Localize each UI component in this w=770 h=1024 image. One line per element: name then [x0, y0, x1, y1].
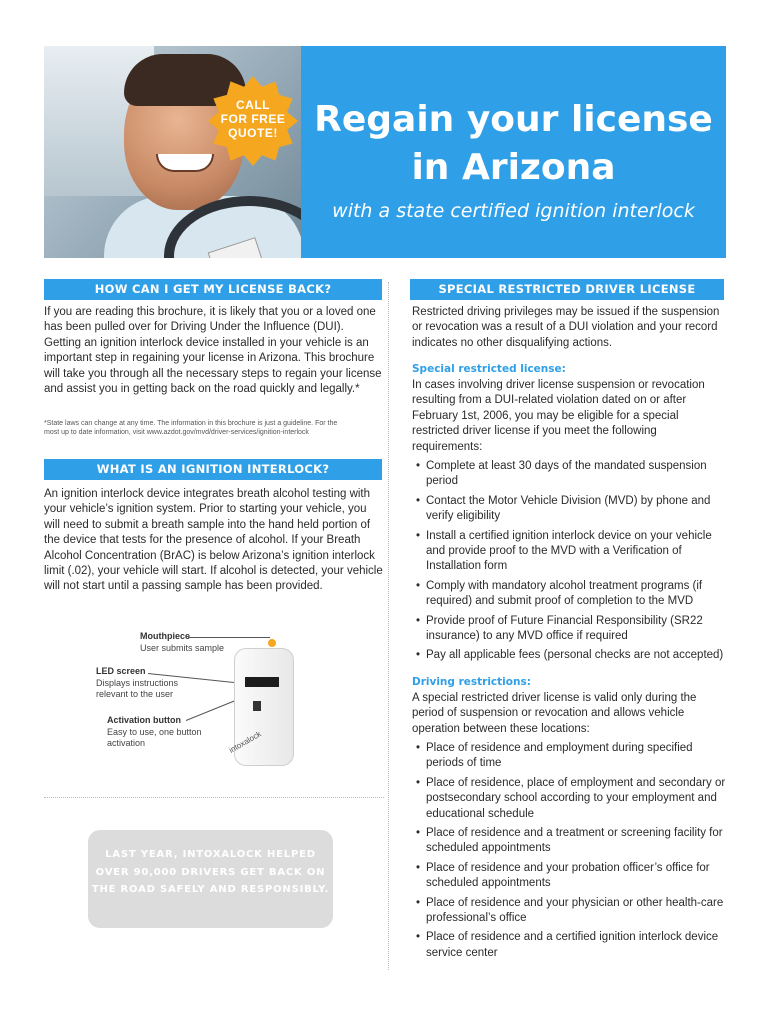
led-title: LED screen — [96, 666, 146, 676]
badge-line-1: CALL — [236, 98, 270, 112]
led-screen — [245, 677, 279, 687]
interlock-paragraph: An ignition interlock device integrates breath alcohol testing with your vehicle’s ignition system. Prior to starting your vehicle, you will need to submit a breath sample into the hand held portion of the device that tests for the presence of alcohol. If your Breath Alcohol Concentration (BrAC) is below Arizona’s ignition interlock limit (.02), your vehicle will start. If alcohol is detected, your vehicle will not start until a passing sample has been provided. — [44, 488, 383, 593]
section-heading-restricted: SPECIAL RESTRICTED DRIVER LICENSE — [410, 279, 724, 300]
list-item: • Install a certified ignition interlock device on your vehicle and provide proof to the MVD with a Verification of Installation form — [412, 529, 726, 575]
special-license-paragraph: In cases involving driver license suspension or revocation resulting from a DUI-related violation dated on or after February 1st, 2006, you may be eligible for a special restricted driver license if you meet the following requirements: — [412, 379, 705, 453]
callout-text: LAST YEAR, INTOXALOCK HELPED OVER 90,000 DRIVERS GET BACK ON THE ROAD SAFELY AND RESPONSIBLY. — [91, 849, 330, 895]
section-heading-interlock: WHAT IS AN IGNITION INTERLOCK? — [44, 459, 382, 480]
mouthpiece-dot — [268, 639, 276, 647]
list-item: • Place of residence and your physician or other health-care professional’s office — [412, 896, 726, 927]
list-item: • Complete at least 30 days of the mandated suspension period — [412, 459, 726, 490]
title-line-2: in Arizona — [411, 147, 616, 188]
subhead-driving-restrictions: Driving restrictions: — [412, 676, 531, 688]
mouthpiece-leader — [188, 637, 270, 638]
list-item: • Contact the Motor Vehicle Division (MVD) by phone and verify eligibility — [412, 494, 726, 525]
mouthpiece-title: Mouthpiece — [140, 631, 191, 641]
page-subtitle: with a state certified ignition interlock — [332, 200, 695, 222]
locations-list — [412, 741, 726, 965]
badge-line-3: QUOTE! — [228, 126, 278, 140]
list-item: • Place of residence and a certified ignition interlock device service center — [412, 930, 726, 961]
led-label — [96, 666, 206, 701]
list-item: • Provide proof of Future Financial Responsibility (SR22 insurance) to any MVD office if required — [412, 614, 726, 645]
list-item: • Place of residence, place of employment and secondary or postsecondary school according to your employment and educational schedule — [412, 776, 726, 822]
badge-text — [208, 98, 298, 140]
activation-button — [253, 701, 261, 711]
list-item: • Place of residence and your probation officer’s office for scheduled appointments — [412, 861, 726, 892]
column-divider — [388, 282, 389, 970]
smile — [156, 154, 214, 172]
stat-callout — [88, 830, 333, 928]
list-item: • Place of residence and employment during specified periods of time — [412, 741, 726, 772]
requirements-list — [412, 459, 726, 668]
section-heading-license-back: HOW CAN I GET MY LICENSE BACK? — [44, 279, 382, 300]
badge-line-2: FOR FREE — [220, 112, 286, 126]
button-title: Activation button — [107, 715, 181, 725]
subhead-special-license: Special restricted license: — [412, 363, 566, 375]
restricted-intro: Restricted driving privileges may be issued if the suspension or revocation was a result of a DUI violation and your record indicates no other disqualifying actions. — [412, 306, 720, 349]
driving-restrictions-paragraph: A special restricted driver license is valid only during the period of suspension or revocation and allows vehicle operation between these locations: — [412, 692, 697, 735]
list-item: • Pay all applicable fees (personal checks are not accepted) — [412, 648, 726, 663]
button-desc: Easy to use, one button activation — [107, 726, 202, 748]
led-desc: Displays instructions relevant to the user — [96, 677, 179, 699]
divider — [44, 797, 384, 798]
mouthpiece-desc: User submits sample — [140, 642, 225, 653]
footnote: *State laws can change at any time. The information in this brochure is just a guideline. For the most up to date information, visit www.azdot.gov/mvd/driver-services/ignition-interlock — [44, 420, 338, 436]
title-line-1: Regain your license — [314, 99, 713, 140]
list-item: • Comply with mandatory alcohol treatment programs (if required) and submit proof of completion to the MVD — [412, 579, 726, 610]
call-badge[interactable] — [208, 76, 298, 166]
list-item: • Place of residence and a treatment or screening facility for scheduled appointments — [412, 826, 726, 857]
button-label — [107, 715, 217, 750]
interlock-device-image — [227, 648, 294, 766]
page-title — [301, 96, 726, 192]
device-brand: intoxalock — [227, 729, 263, 755]
license-back-paragraph: If you are reading this brochure, it is likely that you or a loved one has been pulled over for Driving Under the Influence (DUI). Getting an ignition interlock device installed in your vehicle is an important step in regaining your license in Arizona. This brochure will take you through all the necessary steps to regain your license and assist you in getting back on the road quickly and legally.* — [44, 306, 382, 396]
